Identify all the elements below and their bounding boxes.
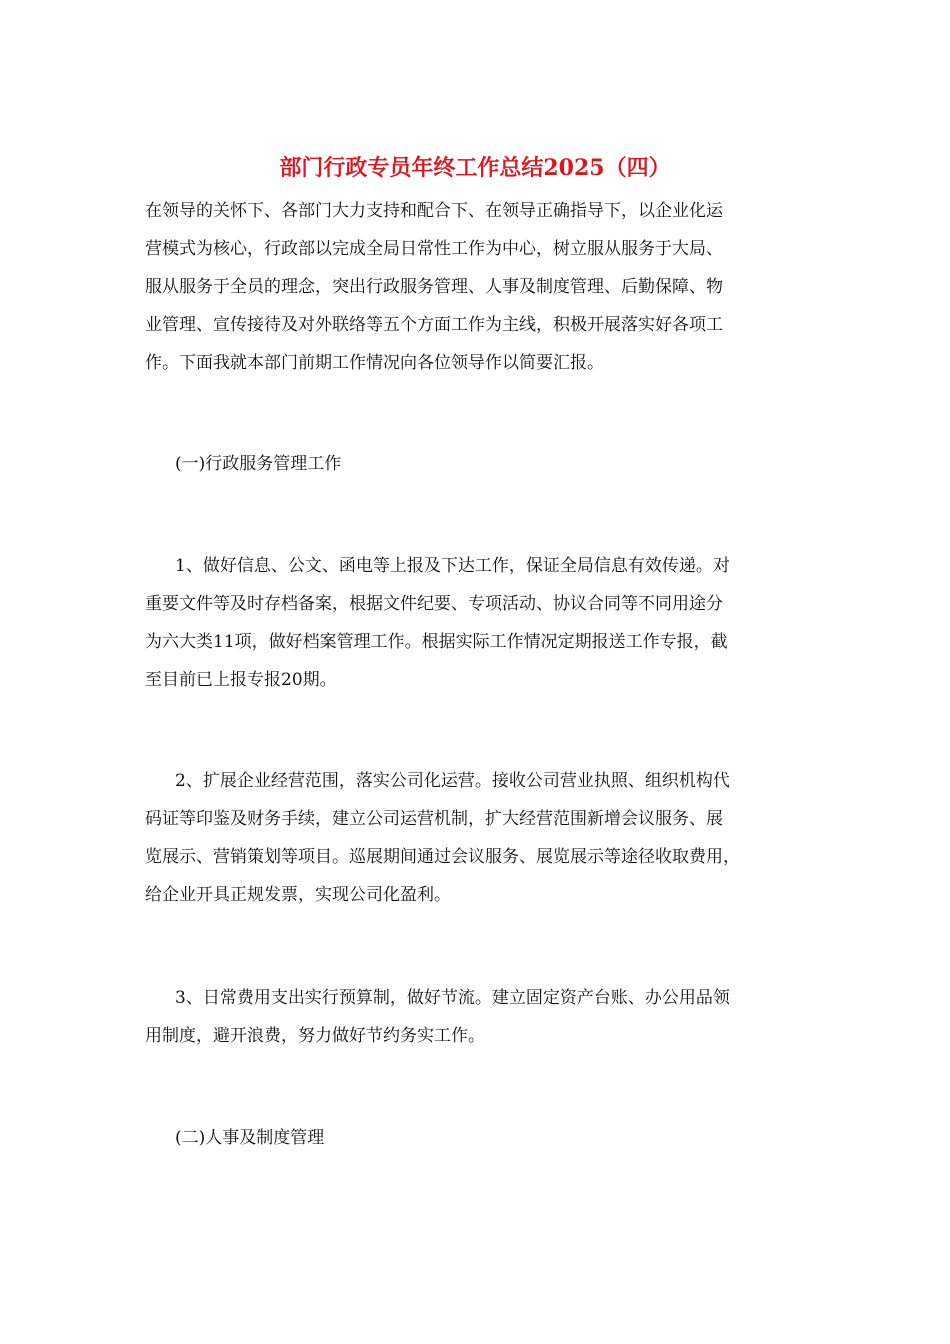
item-paragraph-1	[145, 547, 810, 699]
document-title: 部门行政专员年终工作总结2025（四）	[279, 155, 671, 181]
section-heading-2	[145, 1119, 810, 1157]
paragraph-line: 码证等印鉴及财务手续，建立公司运营机制，扩大经营范围新增会议服务、展	[145, 809, 723, 829]
section-heading-1	[145, 445, 810, 483]
section-heading-text: (二)人事及制度管理	[175, 1128, 325, 1148]
paragraph-line: 在领导的关怀下、各部门大力支持和配合下、在领导正确指导下，以企业化运	[145, 201, 723, 221]
intro-paragraph	[145, 192, 810, 382]
paragraph-line: 给企业开具正规发票，实现公司化盈利。	[145, 885, 451, 905]
paragraph-line: 至目前已上报专报20期。	[145, 670, 337, 690]
paragraph-line: 览展示、营销策划等项目。巡展期间通过会议服务、展览展示等途径收取费用，	[145, 847, 740, 867]
paragraph-line: 作。下面我就本部门前期工作情况向各位领导作以简要汇报。	[145, 353, 604, 373]
paragraph-line: 业管理、宣传接待及对外联络等五个方面工作为主线，积极开展落实好各项工	[145, 315, 723, 335]
item-paragraph-3	[145, 979, 810, 1055]
paragraph-line: 3、日常费用支出实行预算制，做好节流。建立固定资产台账、办公用品领	[175, 988, 730, 1008]
paragraph-line: 为六大类11项，做好档案管理工作。根据实际工作情况定期报送工作专报，截	[145, 632, 728, 652]
paragraph-line: 服从服务于全员的理念，突出行政服务管理、人事及制度管理、后勤保障、物	[145, 277, 723, 297]
paragraph-line: 营模式为核心，行政部以完成全局日常性工作为中心，树立服从服务于大局、	[145, 239, 723, 259]
paragraph-line: 重要文件等及时存档备案，根据文件纪要、专项活动、协议合同等不同用途分	[145, 594, 723, 614]
paragraph-line: 用制度，避开浪费，努力做好节约务实工作。	[145, 1026, 485, 1046]
section-heading-text: (一)行政服务管理工作	[175, 454, 342, 474]
paragraph-line: 1、做好信息、公文、函电等上报及下达工作，保证全局信息有效传递。对	[175, 556, 730, 576]
paragraph-line: 2、扩展企业经营范围，落实公司化运营。接收公司营业执照、组织机构代	[175, 771, 730, 791]
item-paragraph-2	[145, 762, 810, 914]
